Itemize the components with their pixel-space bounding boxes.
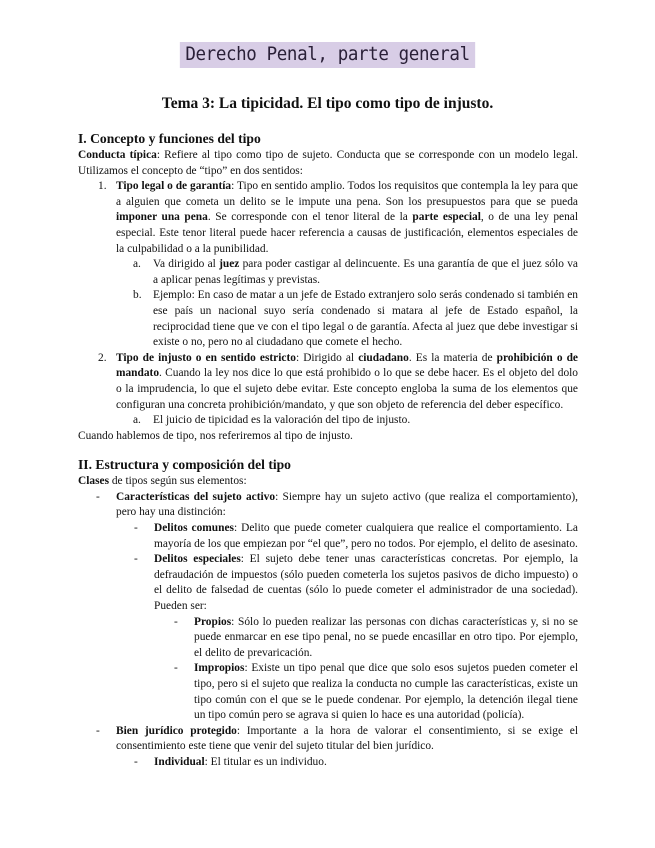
lettered-item: b. Ejemplo: En caso de matar a un jefe de Estado extranjero solo serás condenado si también en ese país un nacional suyo sería condenado si matara al jefe de Estado español, la reciprocidad tiene que ve con el tipo legal o de garantía. Afecta al juez que debe investigar si existe o no, pero no al ciudadano que comete el hecho.: [133, 289, 578, 349]
paragraph: Clases de tipos según sus elementos:: [78, 475, 247, 488]
topic-title: Tema 3: La tipicidad. El tipo como tipo de injusto.: [161, 95, 494, 112]
bullet-item: - Impropios: Existe un tipo penal que dice que solo esos sujetos pueden cometer el tipo, pero si el sujeto que realiza la conducta no cumple las características, existe un tipo común con el que se le puede condenar. Por ejemplo, la detención ilegal tiene un tipo común pero se agrava si quien lo hace es una autoridad (policía).: [174, 662, 578, 722]
lettered-item: a. El juicio de tipicidad es la valoración del tipo de injusto.: [133, 414, 411, 427]
paragraph: Conducta típica: Refiere al tipo como tipo de sujeto. Conducta que se corresponde con un modelo legal. Utilizamos el concepto de “tipo” en dos sentidos:: [78, 149, 578, 177]
section-heading: II. Estructura y composición del tipo: [78, 457, 291, 473]
course-title-banner: Derecho Penal, parte general: [180, 42, 475, 68]
lettered-item: a. Va dirigido al juez para poder castigar al delincuente. Es una garantía de que el juez sólo va a aplicar penas legítimas y previstas.: [133, 258, 578, 286]
bullet-item: - Individual: El titular es un individuo.: [134, 755, 327, 768]
bullet-item: - Delitos comunes: Delito que puede cometer cualquiera que realice el comportamiento. La mayoría de los que empiezan por “el que”, pero no todos. Por ejemplo, el delito de asesinato.: [134, 522, 578, 550]
numbered-item: 1. Tipo legal o de garantía: Tipo en sentido amplio. Todos los requisitos que contempla la ley para que a alguien que cometa un delito se le impute una pena. Son los presupuestos para que se pueda imponer una pena. Se corresponde con el tenor literal de la parte especial, o de una ley penal especial. Este tenor literal puede hacer referencia a causas de justificación, elementos especiales de la culpabilidad o a la punibilidad.: [98, 180, 579, 255]
bullet-item: - Delitos especiales: El sujeto debe tener unas características concretas. Por ejemplo, la defraudación de impuestos (sólo pueden cometerla los sujetos pasivos de dicho impuesto) o el delito de falsedad de cuentas (sólo lo puede cometer el administrador de una sociedad). Pueden ser:: [134, 553, 578, 613]
bullet-item: - Bien jurídico protegido: Importante a la hora de valorar el consentimiento, si se exige el consentimiento este tiene que venir del sujeto titular del bien jurídico.: [96, 724, 578, 753]
bullet-item: - Propios: Sólo lo pueden realizar las personas con dichas características y, si no se puede enmarcar en ese tipo penal, no se puede encasillar en otro tipo. Por ejemplo, el delito de prevaricación.: [174, 615, 578, 659]
bullet-item: - Características del sujeto activo: Siempre hay un sujeto activo (que realiza el comportamiento), pero hay una distinción:: [96, 490, 578, 519]
numbered-item: 2. Tipo de injusto o en sentido estricto: Dirigido al ciudadano. Es la materia de prohibición o de mandato. Cuando la ley nos dice lo que está prohibido o lo que se debe hacer. Es el objeto del dolo o la imprudencia, lo que el sujeto debe evitar. Este concepto engloba la suma de los elementos que configuran una concreta prohibición/mandato, y que son objeto de referencia del deber específico.: [98, 351, 578, 411]
paragraph: Cuando hablemos de tipo, nos referiremos al tipo de injusto.: [78, 429, 353, 442]
section-heading: I. Concepto y funciones del tipo: [78, 131, 261, 146]
document-body: [78, 130, 578, 771]
